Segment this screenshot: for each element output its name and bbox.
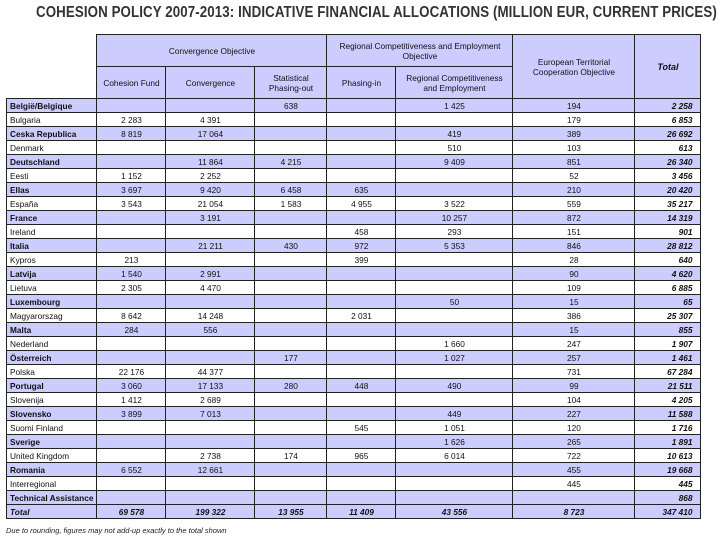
table-row <box>7 225 701 239</box>
cell-convergence <box>166 351 255 365</box>
table-row <box>7 295 701 309</box>
table-row <box>7 197 701 211</box>
total-statistical-phasing-out: 13 955 <box>255 505 327 519</box>
table-row <box>7 141 701 155</box>
cell-etc: 455 <box>513 463 635 477</box>
cell-total: 21 511 <box>635 379 701 393</box>
cell-phasing-in <box>327 491 396 505</box>
cell-phasing-in <box>327 99 396 113</box>
cell-statistical-phasing-out: 6 458 <box>255 183 327 197</box>
cell-regional-competitiveness <box>396 281 513 295</box>
table-row <box>7 407 701 421</box>
cell-convergence: 4 391 <box>166 113 255 127</box>
cell-regional-competitiveness <box>396 183 513 197</box>
cell-total: 3 456 <box>635 169 701 183</box>
cell-total: 6 885 <box>635 281 701 295</box>
cell-etc: 99 <box>513 379 635 393</box>
row-country: Polska <box>7 365 97 379</box>
total-row-label: Total <box>7 505 97 519</box>
cell-total: 2 258 <box>635 99 701 113</box>
cell-phasing-in: 4 955 <box>327 197 396 211</box>
cell-convergence: 7 013 <box>166 407 255 421</box>
cell-cohesion-fund: 1 412 <box>97 393 166 407</box>
cell-regional-competitiveness <box>396 393 513 407</box>
header-etc-objective: European Territorial Cooperation Objective <box>513 35 635 99</box>
cell-etc: 194 <box>513 99 635 113</box>
cell-statistical-phasing-out <box>255 463 327 477</box>
cell-convergence: 2 991 <box>166 267 255 281</box>
cell-convergence <box>166 253 255 267</box>
cell-phasing-in <box>327 281 396 295</box>
cell-convergence: 21 054 <box>166 197 255 211</box>
table-row <box>7 449 701 463</box>
total-convergence: 199 322 <box>166 505 255 519</box>
cell-convergence: 11 864 <box>166 155 255 169</box>
total-cohesion-fund: 69 578 <box>97 505 166 519</box>
row-country: Sverige <box>7 435 97 449</box>
cell-statistical-phasing-out <box>255 169 327 183</box>
table-row <box>7 463 701 477</box>
cell-convergence: 2 252 <box>166 169 255 183</box>
cell-etc: 15 <box>513 295 635 309</box>
cell-cohesion-fund <box>97 155 166 169</box>
cell-etc: 104 <box>513 393 635 407</box>
total-etc: 8 723 <box>513 505 635 519</box>
cell-etc: 265 <box>513 435 635 449</box>
row-country: Technical Assistance <box>7 491 97 505</box>
header-cohesion-fund: Cohesion Fund <box>97 67 166 99</box>
header-statistical-phasing-out: Statistical Phasing-out <box>255 67 327 99</box>
row-country: Slovenija <box>7 393 97 407</box>
cell-etc: 851 <box>513 155 635 169</box>
header-phasing-in: Phasing-in <box>327 67 396 99</box>
cell-convergence: 2 738 <box>166 449 255 463</box>
cell-convergence: 3 191 <box>166 211 255 225</box>
cell-cohesion-fund <box>97 141 166 155</box>
row-country: Denmark <box>7 141 97 155</box>
cell-cohesion-fund <box>97 337 166 351</box>
cell-regional-competitiveness: 5 353 <box>396 239 513 253</box>
row-country: France <box>7 211 97 225</box>
cell-total: 1 907 <box>635 337 701 351</box>
cell-cohesion-fund <box>97 99 166 113</box>
allocations-table <box>6 34 701 519</box>
cell-total: 28 812 <box>635 239 701 253</box>
cell-cohesion-fund: 3 899 <box>97 407 166 421</box>
cell-etc: 103 <box>513 141 635 155</box>
cell-total: 855 <box>635 323 701 337</box>
table-row <box>7 323 701 337</box>
cell-phasing-in <box>327 113 396 127</box>
row-country: Österreich <box>7 351 97 365</box>
row-country: België/Belgique <box>7 99 97 113</box>
row-country: Interregional <box>7 477 97 491</box>
row-country: España <box>7 197 97 211</box>
header-convergence: Convergence <box>166 67 255 99</box>
cell-total: 26 340 <box>635 155 701 169</box>
cell-cohesion-fund <box>97 295 166 309</box>
cell-phasing-in <box>327 351 396 365</box>
table-row <box>7 337 701 351</box>
table-row <box>7 99 701 113</box>
cell-phasing-in <box>327 141 396 155</box>
cell-phasing-in: 965 <box>327 449 396 463</box>
cell-regional-competitiveness <box>396 463 513 477</box>
cell-etc: 257 <box>513 351 635 365</box>
cell-statistical-phasing-out: 1 583 <box>255 197 327 211</box>
cell-cohesion-fund: 284 <box>97 323 166 337</box>
cell-statistical-phasing-out <box>255 393 327 407</box>
cell-convergence: 4 470 <box>166 281 255 295</box>
cell-total: 901 <box>635 225 701 239</box>
cell-convergence <box>166 421 255 435</box>
cell-cohesion-fund <box>97 351 166 365</box>
total-regional-competitiveness: 43 556 <box>396 505 513 519</box>
cell-cohesion-fund: 8 642 <box>97 309 166 323</box>
cell-phasing-in <box>327 463 396 477</box>
cell-regional-competitiveness: 490 <box>396 379 513 393</box>
cell-statistical-phasing-out <box>255 225 327 239</box>
cell-total: 4 620 <box>635 267 701 281</box>
total-row <box>7 505 701 519</box>
cell-cohesion-fund <box>97 239 166 253</box>
cell-convergence <box>166 99 255 113</box>
cell-statistical-phasing-out <box>255 365 327 379</box>
header-rce-objective: Regional Competitiveness and Employment Objective <box>327 35 513 67</box>
table-row <box>7 281 701 295</box>
cell-cohesion-fund <box>97 211 166 225</box>
footnote: Due to rounding, figures may not add-up exactly to the total shown <box>6 526 227 535</box>
cell-convergence <box>166 141 255 155</box>
cell-etc: 120 <box>513 421 635 435</box>
row-country: Suomi Finland <box>7 421 97 435</box>
cell-convergence <box>166 337 255 351</box>
cell-convergence: 12 661 <box>166 463 255 477</box>
cell-cohesion-fund: 2 283 <box>97 113 166 127</box>
cell-regional-competitiveness: 1 051 <box>396 421 513 435</box>
cell-total: 67 284 <box>635 365 701 379</box>
cell-convergence <box>166 295 255 309</box>
cell-total: 65 <box>635 295 701 309</box>
cell-etc: 389 <box>513 127 635 141</box>
cell-phasing-in <box>327 155 396 169</box>
cell-phasing-in: 2 031 <box>327 309 396 323</box>
row-country: Ellas <box>7 183 97 197</box>
cell-phasing-in <box>327 323 396 337</box>
cell-statistical-phasing-out <box>255 435 327 449</box>
cell-etc: 90 <box>513 267 635 281</box>
row-country: Luxembourg <box>7 295 97 309</box>
cell-regional-competitiveness <box>396 309 513 323</box>
cell-cohesion-fund: 213 <box>97 253 166 267</box>
table-row <box>7 211 701 225</box>
total-phasing-in: 11 409 <box>327 505 396 519</box>
cell-phasing-in: 399 <box>327 253 396 267</box>
table-row <box>7 267 701 281</box>
header-convergence-objective: Convergence Objective <box>97 35 327 67</box>
cell-regional-competitiveness: 1 626 <box>396 435 513 449</box>
cell-etc: 722 <box>513 449 635 463</box>
cell-total: 1 461 <box>635 351 701 365</box>
cell-convergence: 2 689 <box>166 393 255 407</box>
row-country: Eesti <box>7 169 97 183</box>
header-total: Total <box>635 35 701 99</box>
cell-regional-competitiveness <box>396 113 513 127</box>
cell-total: 14 319 <box>635 211 701 225</box>
table-row <box>7 379 701 393</box>
cell-convergence: 21 211 <box>166 239 255 253</box>
table-row <box>7 435 701 449</box>
row-country: Slovensko <box>7 407 97 421</box>
row-country: Portugal <box>7 379 97 393</box>
cell-etc: 227 <box>513 407 635 421</box>
header-corner <box>7 35 97 99</box>
cell-etc: 52 <box>513 169 635 183</box>
table-row <box>7 393 701 407</box>
total-grand: 347 410 <box>635 505 701 519</box>
cell-statistical-phasing-out <box>255 113 327 127</box>
cell-cohesion-fund: 1 540 <box>97 267 166 281</box>
cell-cohesion-fund <box>97 491 166 505</box>
cell-regional-competitiveness <box>396 323 513 337</box>
cell-total: 445 <box>635 477 701 491</box>
cell-phasing-in: 545 <box>327 421 396 435</box>
cell-total: 20 420 <box>635 183 701 197</box>
cell-cohesion-fund: 2 305 <box>97 281 166 295</box>
cell-total: 868 <box>635 491 701 505</box>
cell-total: 19 668 <box>635 463 701 477</box>
page-title: COHESION POLICY 2007-2013: INDICATIVE FINANCIAL ALLOCATIONS (MILLION EUR, CURRENT PRICES) <box>36 4 717 21</box>
cell-cohesion-fund: 22 176 <box>97 365 166 379</box>
cell-regional-competitiveness: 1 027 <box>396 351 513 365</box>
cell-statistical-phasing-out <box>255 295 327 309</box>
table-row <box>7 491 701 505</box>
cell-cohesion-fund <box>97 421 166 435</box>
cell-etc: 559 <box>513 197 635 211</box>
cell-phasing-in <box>327 365 396 379</box>
cell-regional-competitiveness: 1 425 <box>396 99 513 113</box>
cell-etc: 179 <box>513 113 635 127</box>
table-row <box>7 253 701 267</box>
cell-phasing-in <box>327 127 396 141</box>
cell-regional-competitiveness: 50 <box>396 295 513 309</box>
cell-convergence <box>166 491 255 505</box>
table-row <box>7 127 701 141</box>
cell-statistical-phasing-out <box>255 323 327 337</box>
cell-cohesion-fund <box>97 225 166 239</box>
cell-statistical-phasing-out: 430 <box>255 239 327 253</box>
cell-etc: 445 <box>513 477 635 491</box>
cell-cohesion-fund: 1 152 <box>97 169 166 183</box>
cell-regional-competitiveness <box>396 477 513 491</box>
table-row <box>7 309 701 323</box>
cell-statistical-phasing-out: 174 <box>255 449 327 463</box>
cell-etc: 247 <box>513 337 635 351</box>
cell-regional-competitiveness: 419 <box>396 127 513 141</box>
cell-phasing-in: 448 <box>327 379 396 393</box>
row-country: Latvija <box>7 267 97 281</box>
cell-statistical-phasing-out: 638 <box>255 99 327 113</box>
cell-regional-competitiveness <box>396 253 513 267</box>
table-row <box>7 113 701 127</box>
cell-phasing-in <box>327 267 396 281</box>
cell-cohesion-fund: 6 552 <box>97 463 166 477</box>
cell-regional-competitiveness: 510 <box>396 141 513 155</box>
cell-phasing-in: 458 <box>327 225 396 239</box>
table-row <box>7 183 701 197</box>
cell-statistical-phasing-out <box>255 127 327 141</box>
cell-cohesion-fund: 3 697 <box>97 183 166 197</box>
cell-total: 35 217 <box>635 197 701 211</box>
cell-statistical-phasing-out <box>255 407 327 421</box>
cell-statistical-phasing-out <box>255 281 327 295</box>
row-country: Nederland <box>7 337 97 351</box>
cell-statistical-phasing-out <box>255 421 327 435</box>
cell-regional-competitiveness: 6 014 <box>396 449 513 463</box>
cell-total: 640 <box>635 253 701 267</box>
cell-statistical-phasing-out <box>255 477 327 491</box>
cell-cohesion-fund <box>97 449 166 463</box>
row-country: Magyarorszag <box>7 309 97 323</box>
table-row <box>7 365 701 379</box>
cell-cohesion-fund: 3 060 <box>97 379 166 393</box>
cell-regional-competitiveness: 10 257 <box>396 211 513 225</box>
cell-total: 11 588 <box>635 407 701 421</box>
cell-convergence: 14 248 <box>166 309 255 323</box>
cell-cohesion-fund <box>97 435 166 449</box>
cell-regional-competitiveness: 1 660 <box>396 337 513 351</box>
row-country: Ireland <box>7 225 97 239</box>
row-country: Italia <box>7 239 97 253</box>
row-country: Kypros <box>7 253 97 267</box>
cell-convergence: 17 064 <box>166 127 255 141</box>
cell-convergence <box>166 435 255 449</box>
table-row <box>7 477 701 491</box>
header-regional-competitiveness: Regional Competitiveness and Employment <box>396 67 513 99</box>
row-country: Bulgaria <box>7 113 97 127</box>
cell-total: 1 891 <box>635 435 701 449</box>
table-row <box>7 239 701 253</box>
cell-total: 10 613 <box>635 449 701 463</box>
cell-total: 26 692 <box>635 127 701 141</box>
cell-regional-competitiveness: 9 409 <box>396 155 513 169</box>
cell-phasing-in <box>327 407 396 421</box>
cell-cohesion-fund: 3 543 <box>97 197 166 211</box>
cell-total: 6 853 <box>635 113 701 127</box>
cell-statistical-phasing-out: 280 <box>255 379 327 393</box>
table-row <box>7 421 701 435</box>
cell-etc: 15 <box>513 323 635 337</box>
cell-statistical-phasing-out <box>255 267 327 281</box>
row-country: Malta <box>7 323 97 337</box>
cell-regional-competitiveness <box>396 169 513 183</box>
row-country: United Kingdom <box>7 449 97 463</box>
cell-regional-competitiveness <box>396 267 513 281</box>
cell-etc: 28 <box>513 253 635 267</box>
cell-total: 4 205 <box>635 393 701 407</box>
table-row <box>7 351 701 365</box>
cell-statistical-phasing-out <box>255 253 327 267</box>
cell-etc: 872 <box>513 211 635 225</box>
cell-total: 613 <box>635 141 701 155</box>
cell-statistical-phasing-out <box>255 491 327 505</box>
cell-cohesion-fund <box>97 477 166 491</box>
cell-etc: 151 <box>513 225 635 239</box>
cell-regional-competitiveness: 449 <box>396 407 513 421</box>
row-country: Ceska Republica <box>7 127 97 141</box>
cell-phasing-in: 635 <box>327 183 396 197</box>
cell-phasing-in <box>327 477 396 491</box>
cell-regional-competitiveness <box>396 365 513 379</box>
row-country: Lietuva <box>7 281 97 295</box>
cell-total: 25 307 <box>635 309 701 323</box>
cell-etc: 846 <box>513 239 635 253</box>
cell-etc: 731 <box>513 365 635 379</box>
cell-statistical-phasing-out <box>255 141 327 155</box>
cell-phasing-in <box>327 435 396 449</box>
cell-convergence: 17 133 <box>166 379 255 393</box>
cell-phasing-in: 972 <box>327 239 396 253</box>
cell-regional-competitiveness: 3 522 <box>396 197 513 211</box>
table-row <box>7 169 701 183</box>
cell-etc: 109 <box>513 281 635 295</box>
cell-convergence: 44 377 <box>166 365 255 379</box>
cell-phasing-in <box>327 337 396 351</box>
cell-convergence <box>166 225 255 239</box>
cell-etc: 210 <box>513 183 635 197</box>
cell-phasing-in <box>327 295 396 309</box>
row-country: Romania <box>7 463 97 477</box>
cell-etc <box>513 491 635 505</box>
table-row <box>7 155 701 169</box>
cell-regional-competitiveness: 293 <box>396 225 513 239</box>
cell-phasing-in <box>327 169 396 183</box>
cell-convergence: 556 <box>166 323 255 337</box>
cell-statistical-phasing-out <box>255 337 327 351</box>
cell-statistical-phasing-out <box>255 211 327 225</box>
cell-statistical-phasing-out: 4 215 <box>255 155 327 169</box>
cell-cohesion-fund: 8 819 <box>97 127 166 141</box>
cell-convergence <box>166 477 255 491</box>
cell-etc: 386 <box>513 309 635 323</box>
cell-total: 1 716 <box>635 421 701 435</box>
cell-regional-competitiveness <box>396 491 513 505</box>
cell-statistical-phasing-out <box>255 309 327 323</box>
cell-phasing-in <box>327 211 396 225</box>
cell-convergence: 9 420 <box>166 183 255 197</box>
cell-phasing-in <box>327 393 396 407</box>
row-country: Deutschland <box>7 155 97 169</box>
table-body <box>7 99 701 519</box>
cell-statistical-phasing-out: 177 <box>255 351 327 365</box>
